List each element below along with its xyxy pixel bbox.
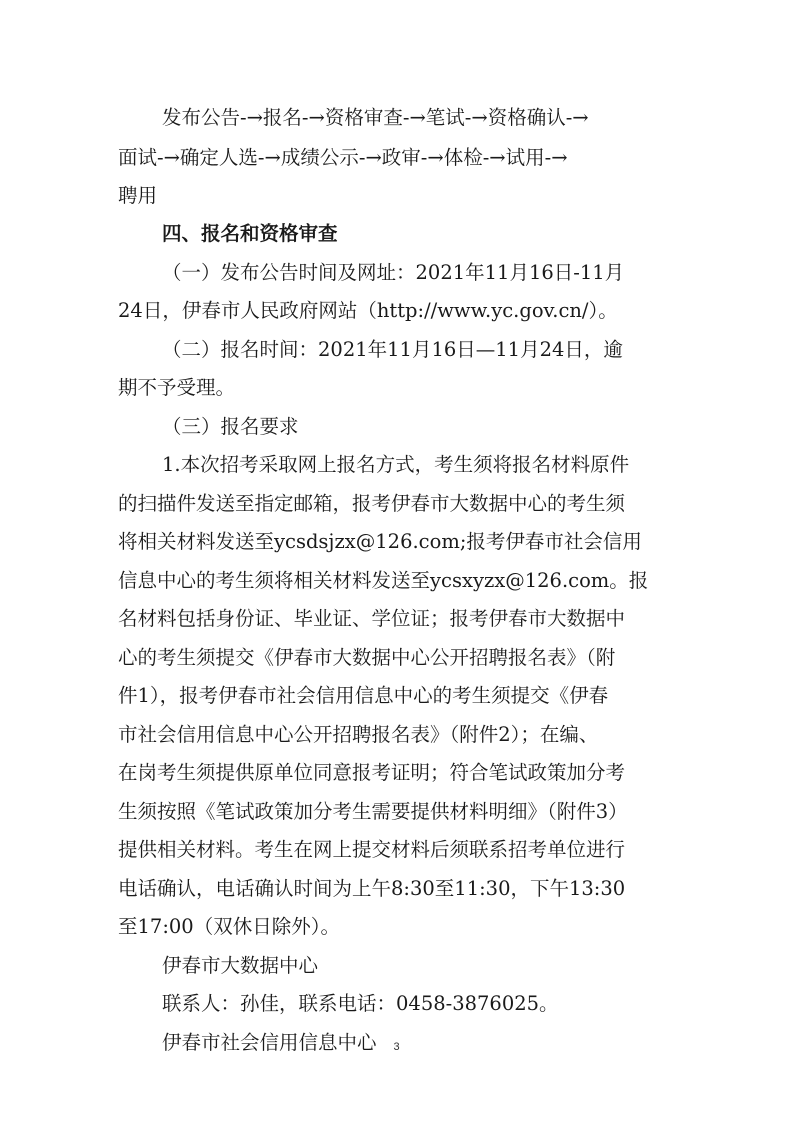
requirements-line-10: 生须按照《笔试政策加分考生需要提供材料明细》（附件3） bbox=[118, 800, 628, 823]
section-heading-registration: 四、报名和资格审查 bbox=[162, 222, 338, 245]
requirements-line-2: 的扫描件发送至指定邮箱，报考伊春市大数据中心的考生须 bbox=[118, 492, 626, 515]
requirements-line-3: 将相关材料发送至ycsdsjzx@126.com;报考伊春市社会信用 bbox=[118, 530, 642, 553]
requirements-line-12: 电话确认，电话确认时间为上午8:30至11:30，下午13:30 bbox=[118, 877, 626, 900]
contact-org-credit-info-center: 伊春市社会信用信息中心 bbox=[162, 1031, 377, 1054]
requirements-line-5: 名材料包括身份证、毕业证、学位证；报考伊春市大数据中 bbox=[118, 607, 626, 630]
process-flow-line-2: 面试-→确定人选-→成绩公示-→政审-→体检-→试用-→ bbox=[118, 146, 568, 169]
paragraph-registration-time-line-1: （二）报名时间：2021年11月16日—11月24日，逾 bbox=[162, 338, 623, 361]
requirements-line-9: 在岗考生须提供原单位同意报考证明；符合笔试政策加分考 bbox=[118, 761, 626, 784]
process-flow-line-1: 发布公告-→报名-→资格审查-→笔试-→资格确认-→ bbox=[162, 106, 589, 129]
contact-org-big-data-center: 伊春市大数据中心 bbox=[162, 954, 319, 977]
paragraph-registration-time-line-2: 期不予受理。 bbox=[118, 376, 236, 399]
requirements-line-11: 提供相关材料。考生在网上提交材料后须联系招考单位进行 bbox=[118, 838, 626, 861]
contact-person-line: 联系人：孙佳，联系电话：0458-3876025。 bbox=[162, 992, 559, 1015]
subheading-requirements: （三）报名要求 bbox=[162, 415, 299, 438]
process-flow-line-3: 聘用 bbox=[118, 184, 158, 207]
paragraph-announcement-line-2: 24日，伊春市人民政府网站（http://www.yc.gov.cn/）。 bbox=[118, 299, 618, 322]
paragraph-announcement-line-1: （一）发布公告时间及网址：2021年11月16日-11月 bbox=[162, 261, 625, 284]
requirements-line-4: 信息中心的考生须将相关材料发送至ycsxyzx@126.com。报 bbox=[118, 569, 649, 592]
requirements-line-13: 至17:00（双休日除外）。 bbox=[118, 915, 340, 938]
requirements-line-1: 1.本次招考采取网上报名方式，考生须将报名材料原件 bbox=[162, 453, 630, 476]
page-number: 3 bbox=[393, 1041, 400, 1053]
requirements-line-7: 件1），报考伊春市社会信用信息中心的考生须提交《伊春 bbox=[118, 684, 609, 707]
requirements-line-6: 心的考生须提交《伊春市大数据中心公开招聘报名表》（附 bbox=[118, 646, 616, 669]
requirements-line-8: 市社会信用信息中心公开招聘报名表》（附件2）；在编、 bbox=[118, 723, 599, 746]
